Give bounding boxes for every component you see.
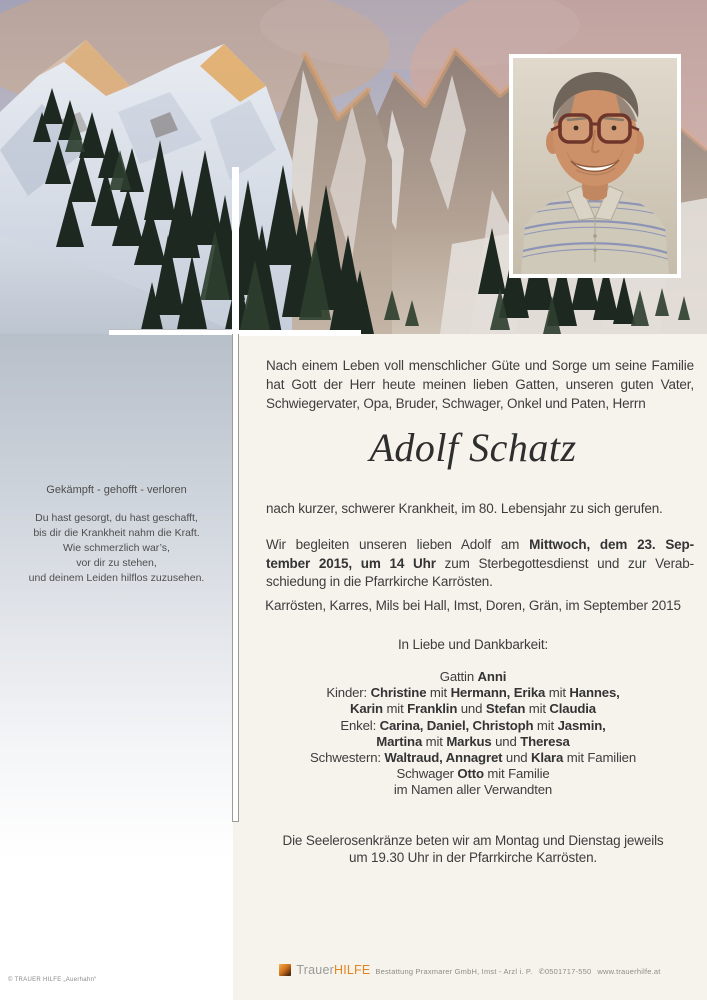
website-url: www.trauerhilfe.at — [597, 967, 661, 976]
mourning-family-list: Gattin Anni Kinder: Christine mit Hermann, Erika mit Hannes, Karin mit Franklin und Stefan mit Claudia Enkel: Carina, Daniel, Christoph mit Jasmin, Martina mit Markus und Theresa Schwestern: Waltraud, Annagret und Klara mit Familien Schwager Otto mit Familie im Namen aller Verwandten — [309, 669, 637, 798]
death-circumstance-line: nach kurzer, schwerer Krankheit, im 80. Lebensjahr zu sich gerufen. — [266, 501, 663, 516]
memorial-poem: Du hast gesorgt, du hast geschafft, bis dir die Krankheit nahm die Kraft. Wie schmerzlich war’s, vor dir zu stehen, und deinem Leiden hilflos zuzusehen. — [28, 512, 205, 584]
trauerhilfe-brand-name — [296, 963, 370, 977]
rosary-notice-paragraph: Die Seelerosenkränze beten wir am Montag und Dienstag jeweils um 19.30 Uhr in der Pfarrkirche Karrösten. — [282, 833, 664, 865]
memorial-cross-horizontal-bar-right — [239, 330, 361, 336]
brand-prefix: Trauer — [296, 963, 334, 977]
memorial-cross-vertical-bar-lower — [232, 334, 239, 822]
gratitude-heading: In Liebe und Dankbarkeit: — [397, 637, 549, 652]
funeral-home-contact-info — [375, 964, 660, 976]
motto-line: Gekämpft - gehofft - verloren — [46, 484, 187, 496]
deceased-name: Adolf Schatz — [369, 425, 577, 470]
left-column-gradient — [0, 334, 233, 860]
funeral-service-paragraph: Wir begleiten unseren lieben Adolf am Mittwoch, dem 23. Sep- tember 2015, um 14 Uhr zum Sterbegottesdienst und zur Verab- schiedung in die Pfarrkirche Karrösten. — [266, 537, 694, 589]
trauerhilfe-logo-icon — [279, 964, 291, 976]
memorial-cross-horizontal-bar-left — [109, 329, 232, 335]
memorial-cross-vertical-bar — [232, 167, 239, 334]
places-date-line: Karrösten, Karres, Mils bei Hall, Imst, Doren, Grän, im September 2015 — [265, 598, 681, 613]
photo-credit: © TRAUER HILFE „Auerhahn“ — [8, 977, 97, 983]
deceased-portrait-photo — [509, 54, 681, 278]
phone-icon: ✆ — [538, 967, 545, 976]
obituary-intro-paragraph: Nach einem Leben voll menschlicher Güte und Sorge um seine Familie hat Gott der Herr heute meinen lieben Gatten, unseren guten Vater, Schwiegervater, Opa, Bruder, Schwager, Onkel und Paten, Herrn — [266, 358, 694, 411]
company-name: Bestattung Praxmarer GmbH, Imst - Arzl i. P. — [375, 967, 533, 976]
funeral-home-footer — [233, 961, 707, 979]
brand-suffix: HILFE — [333, 963, 371, 977]
phone-number: 0501717-550 — [544, 967, 592, 976]
portrait-art — [513, 58, 677, 274]
